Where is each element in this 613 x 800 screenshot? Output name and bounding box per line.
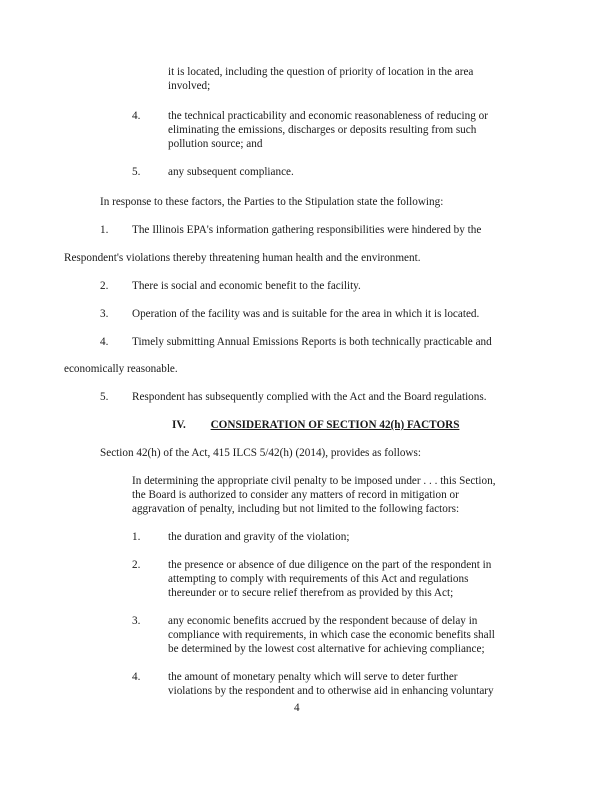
response-text: Respondent has subsequently complied with the Act and the Board regulations. (132, 391, 487, 403)
section-intro: Section 42(h) of the Act, 415 ILCS 5/42(h) (2014), provides as follows: (100, 447, 421, 459)
factor-number: 4. (132, 671, 141, 683)
response-number: 2. (100, 280, 109, 292)
factor-number: 3. (132, 615, 141, 627)
section-title: CONSIDERATION OF SECTION 42(h) FACTORS (210, 419, 460, 431)
response-number: 1. (100, 224, 109, 236)
block-quote-line: the Board is authorized to consider any matters of record in mitigation or (132, 489, 459, 501)
response-number: 3. (100, 308, 109, 320)
list-item-text: any subsequent compliance. (168, 166, 294, 178)
list-item-text: pollution source; and (168, 138, 263, 150)
factor-text: be determined by the lowest cost alternative for achieving compliance; (168, 643, 485, 655)
section-heading (172, 420, 459, 431)
response-text: The Illinois EPA's information gathering responsibilities were hindered by the (132, 224, 482, 236)
factor-text: any economic benefits accrued by the respondent because of delay in (168, 615, 478, 627)
factor-text: attempting to comply with requirements of this Act and regulations (168, 573, 469, 585)
page-number: 4 (294, 702, 300, 714)
list-item-number: 5. (132, 166, 141, 178)
response-text: Operation of the facility was and is suitable for the area in which it is located. (132, 308, 480, 320)
factor-text: the amount of monetary penalty which will serve to deter further (168, 671, 458, 683)
continued-item-line-2: involved; (168, 80, 211, 92)
list-item-number: 4. (132, 110, 141, 122)
intro-paragraph: In response to these factors, the Parties to the Stipulation state the following: (100, 196, 444, 208)
section-number: IV. (172, 419, 186, 431)
factor-number: 2. (132, 559, 141, 571)
factor-text: violations by the respondent and to otherwise aid in enhancing voluntary (168, 685, 494, 697)
list-item-text: eliminating the emissions, discharges or deposits resulting from such (168, 124, 477, 136)
factor-text: compliance with requirements, in which case the economic benefits shall (168, 629, 495, 641)
response-text: economically reasonable. (64, 363, 178, 375)
factor-text: the presence or absence of due diligence on the part of the respondent in (168, 559, 492, 571)
list-item-text: the technical practicability and economic reasonableness of reducing or (168, 110, 488, 122)
continued-item-line-1: it is located, including the question of priority of location in the area (168, 66, 474, 78)
block-quote-line: In determining the appropriate civil penalty to be imposed under . . . this Section, (132, 475, 496, 487)
response-text: There is social and economic benefit to the facility. (132, 280, 361, 292)
block-quote-line: aggravation of penalty, including but not limited to the following factors: (132, 503, 460, 515)
factor-text: the duration and gravity of the violation; (168, 531, 350, 543)
response-number: 4. (100, 336, 109, 348)
response-number: 5. (100, 391, 109, 403)
response-text: Respondent's violations thereby threatening human health and the environment. (64, 252, 421, 264)
response-text: Timely submitting Annual Emissions Reports is both technically practicable and (132, 336, 492, 348)
factor-text: thereunder or to secure relief therefrom as provided by this Act; (168, 587, 454, 599)
factor-number: 1. (132, 531, 141, 543)
